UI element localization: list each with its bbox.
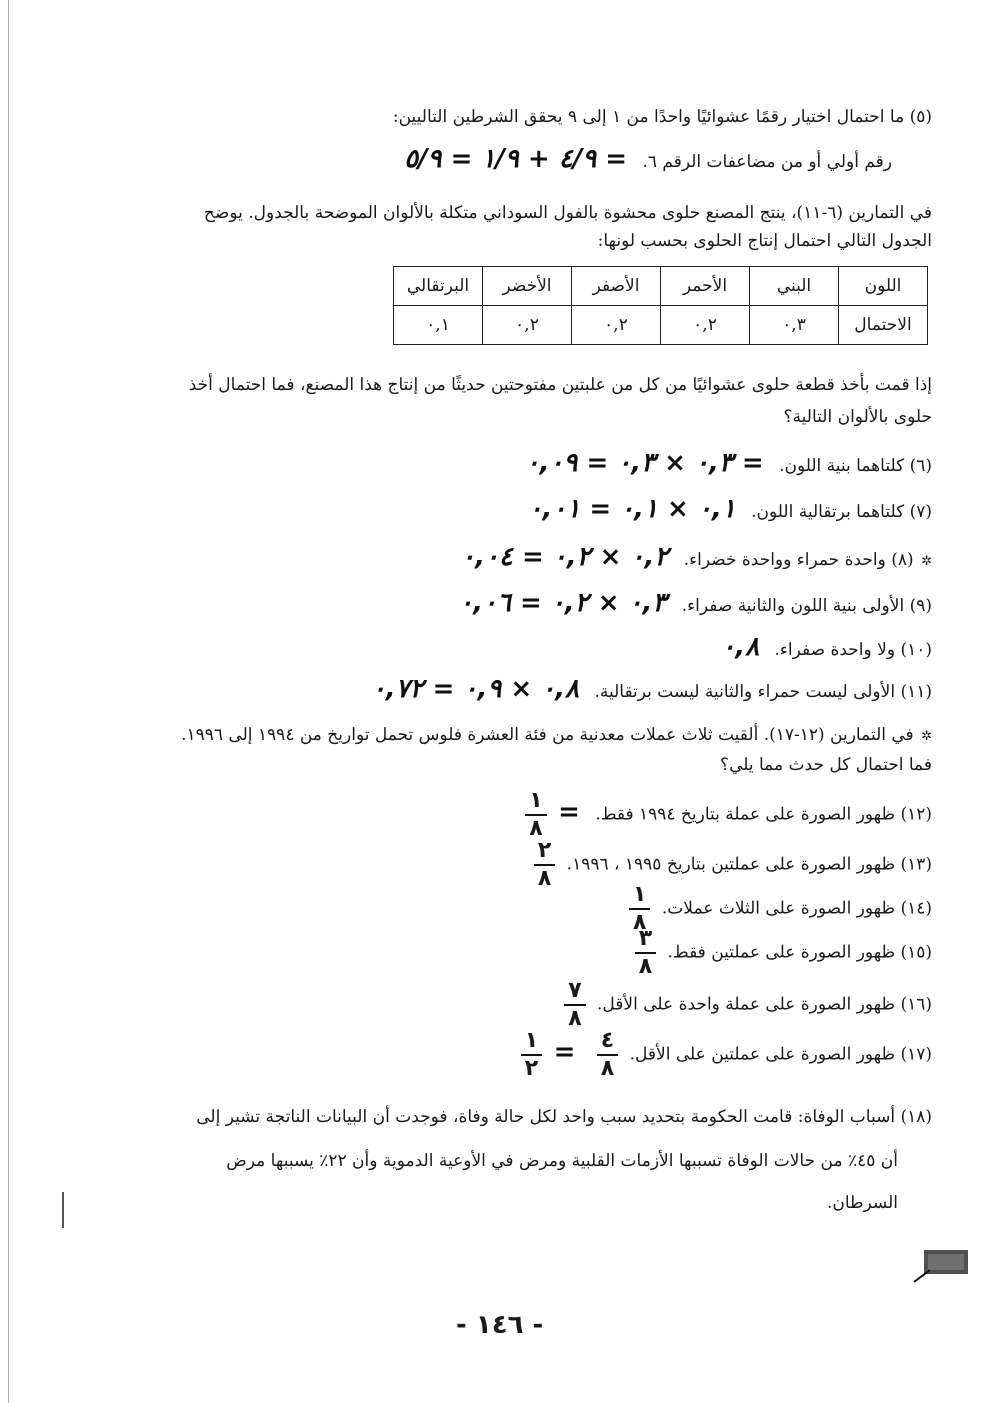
fraction-den: ٨ xyxy=(534,864,555,890)
intro-line-1: في التمارين (٦-١١)، ينتج المصنع حلوى محشوة بالفول السوداني متكلة بالألوان الموضحة بالجدول. يوضح xyxy=(203,203,932,223)
coins-line-1: في التمارين (١٢-١٧). ألقيت ثلاث عملات معدنية من فئة العشرة فلوس تحمل تواريخ من ١٩٩٤ إلى ١٩٩٦. xyxy=(181,725,914,745)
simplified-fraction xyxy=(521,1030,542,1080)
item-answer: ٠,٣ × ٠,٢ = ٠,٠٦ xyxy=(459,588,667,618)
margin-mark xyxy=(62,1192,64,1228)
q5-answer: = ٤/٩ + ١/٩ = ٥/٩ xyxy=(404,144,628,174)
q5-text: (٥) ما احتمال اختيار رقمًا عشوائيًا واحدًا من ١ إلى ٩ يحقق الشرطين التاليين: xyxy=(392,107,932,127)
table-cell: الأخضر xyxy=(483,267,572,306)
q18-line-2: أن ٤٥٪ من حالات الوفاة تسببها الأزمات القلبية ومرض في الأوعية الدموية وأن ٢٢٪ يسببها مرض xyxy=(226,1151,898,1171)
coin-item-13 xyxy=(130,840,932,890)
item-answer: ٠,١ × ٠,١ = ٠,٠١ xyxy=(528,494,736,524)
item-answer: ٠,٢ × ٠,٢ = ٠,٠٤ xyxy=(461,542,669,572)
table-cell: ٠,٢ xyxy=(572,306,661,345)
fraction-den: ٨ xyxy=(597,1054,618,1080)
item-text: (٨) واحدة حمراء وواحدة خضراء. xyxy=(683,550,914,570)
item-11 xyxy=(130,676,932,705)
coin-item-12 xyxy=(130,790,932,840)
table-cell: ٠,٢ xyxy=(483,306,572,345)
coin-item-17 xyxy=(130,1030,932,1080)
table-cell: ٠,٣ xyxy=(750,306,839,345)
fraction-num: ٢ xyxy=(537,838,552,863)
answer-fraction xyxy=(564,980,585,1030)
item-text: (١٠) ولا واحدة صفراء. xyxy=(774,640,932,660)
item-text: (٧) كلتاهما برتقالية اللون. xyxy=(751,502,932,522)
item-text: (٦) كلتاهما بنية اللون. xyxy=(779,456,932,476)
item-text: (١٢) ظهور الصورة على عملة بتاريخ ١٩٩٤ فقط. xyxy=(595,804,932,825)
answer-fraction xyxy=(534,840,555,890)
equals-sign: = xyxy=(558,796,580,827)
coins-intro-1 xyxy=(40,722,932,750)
q5-sub-row xyxy=(130,146,892,175)
table-header-color: اللون xyxy=(839,267,928,306)
fraction-den: ٨ xyxy=(525,814,546,840)
coin-item-15 xyxy=(130,928,932,978)
coin-item-14 xyxy=(130,884,932,934)
star-mark: ✲ xyxy=(921,554,932,569)
item-6 xyxy=(130,450,932,479)
table-row-colors xyxy=(394,267,928,306)
answer-fraction xyxy=(597,1030,618,1080)
table-cell: الأحمر xyxy=(661,267,750,306)
q5-sub: رقم أولي أو من مضاعفات الرقم ٦. xyxy=(642,152,892,172)
table-cell: الأصفر xyxy=(572,267,661,306)
item-text: (٩) الأولى بنية اللون والثانية صفراء. xyxy=(681,596,932,616)
item-text: (١٦) ظهور الصورة على عملة واحدة على الأقل. xyxy=(597,994,932,1015)
fraction-den: ٨ xyxy=(564,1004,585,1030)
item-9 xyxy=(130,590,932,619)
page-number: - ١٤٦ - xyxy=(456,1310,544,1340)
item-answer: = ٠,٣ × ٠,٣ = ٠,٠٩ xyxy=(525,448,764,478)
fraction-num: ٣ xyxy=(638,926,653,951)
table-header-prob: الاحتمال xyxy=(839,306,928,345)
coins-intro-2: فما احتمال كل حدث مما يلي؟ xyxy=(720,755,932,775)
question-intro-1: إذا قمت بأخذ قطعة حلوى عشوائيًا من كل من علبتين مفتوحتين حديثًا من إنتاج هذا المصنع، فما احتمال أخذ xyxy=(188,375,932,395)
table-cell: ٠,١ xyxy=(394,306,483,345)
item-text: (١٣) ظهور الصورة على عملتين بتاريخ ١٩٩٥ ، ١٩٩٦. xyxy=(566,854,932,875)
question-intro-2: حلوى بالألوان التالية؟ xyxy=(783,407,932,427)
probability-table xyxy=(393,266,928,345)
item-8 xyxy=(130,544,932,575)
intro-line-2: الجدول التالي احتمال إنتاج الحلوى بحسب لونها: xyxy=(597,231,932,251)
answer-fraction xyxy=(525,790,546,840)
fraction-num: ٧ xyxy=(568,978,582,1003)
item-answer: ٠,٨ xyxy=(721,632,760,662)
fraction-den: ٨ xyxy=(635,952,656,978)
pen-stamp-icon xyxy=(912,1248,970,1284)
table-cell: البرتقالي xyxy=(394,267,483,306)
fraction-den: ٢ xyxy=(521,1054,542,1080)
fraction-num: ٤ xyxy=(600,1028,615,1053)
item-text: (١٥) ظهور الصورة على عملتين فقط. xyxy=(667,942,932,963)
item-text: (١٤) ظهور الصورة على الثلاث عملات. xyxy=(661,898,932,919)
q18-line-1: (١٨) أسباب الوفاة: قامت الحكومة بتحديد سبب واحد لكل حالة وفاة، فوجدت أن البيانات الناتجة تشير إلى xyxy=(196,1107,932,1127)
table-cell: ٠,٢ xyxy=(661,306,750,345)
coin-item-16 xyxy=(130,980,932,1030)
item-10 xyxy=(130,634,932,663)
item-text: (١١) الأولى ليست حمراء والثانية ليست برتقالية. xyxy=(594,682,932,702)
fraction-den: ٨ xyxy=(629,908,650,934)
fraction-num: ١ xyxy=(633,882,647,907)
item-text: (١٧) ظهور الصورة على عملتين على الأقل. xyxy=(629,1044,932,1065)
q18-line-3: السرطان. xyxy=(826,1193,898,1213)
star-mark: ✲ xyxy=(921,729,932,744)
scan-edge-line xyxy=(8,0,9,1403)
item-answer: ٠,٨ × ٠,٩ = ٠,٧٢ xyxy=(371,674,580,704)
equals-sign: = xyxy=(553,1036,576,1067)
item-7 xyxy=(130,496,932,525)
table-row-probs xyxy=(394,306,928,345)
fraction-num: ١ xyxy=(529,788,543,813)
answer-fraction xyxy=(635,928,656,978)
fraction-num: ١ xyxy=(524,1028,539,1053)
table-cell: البني xyxy=(750,267,839,306)
